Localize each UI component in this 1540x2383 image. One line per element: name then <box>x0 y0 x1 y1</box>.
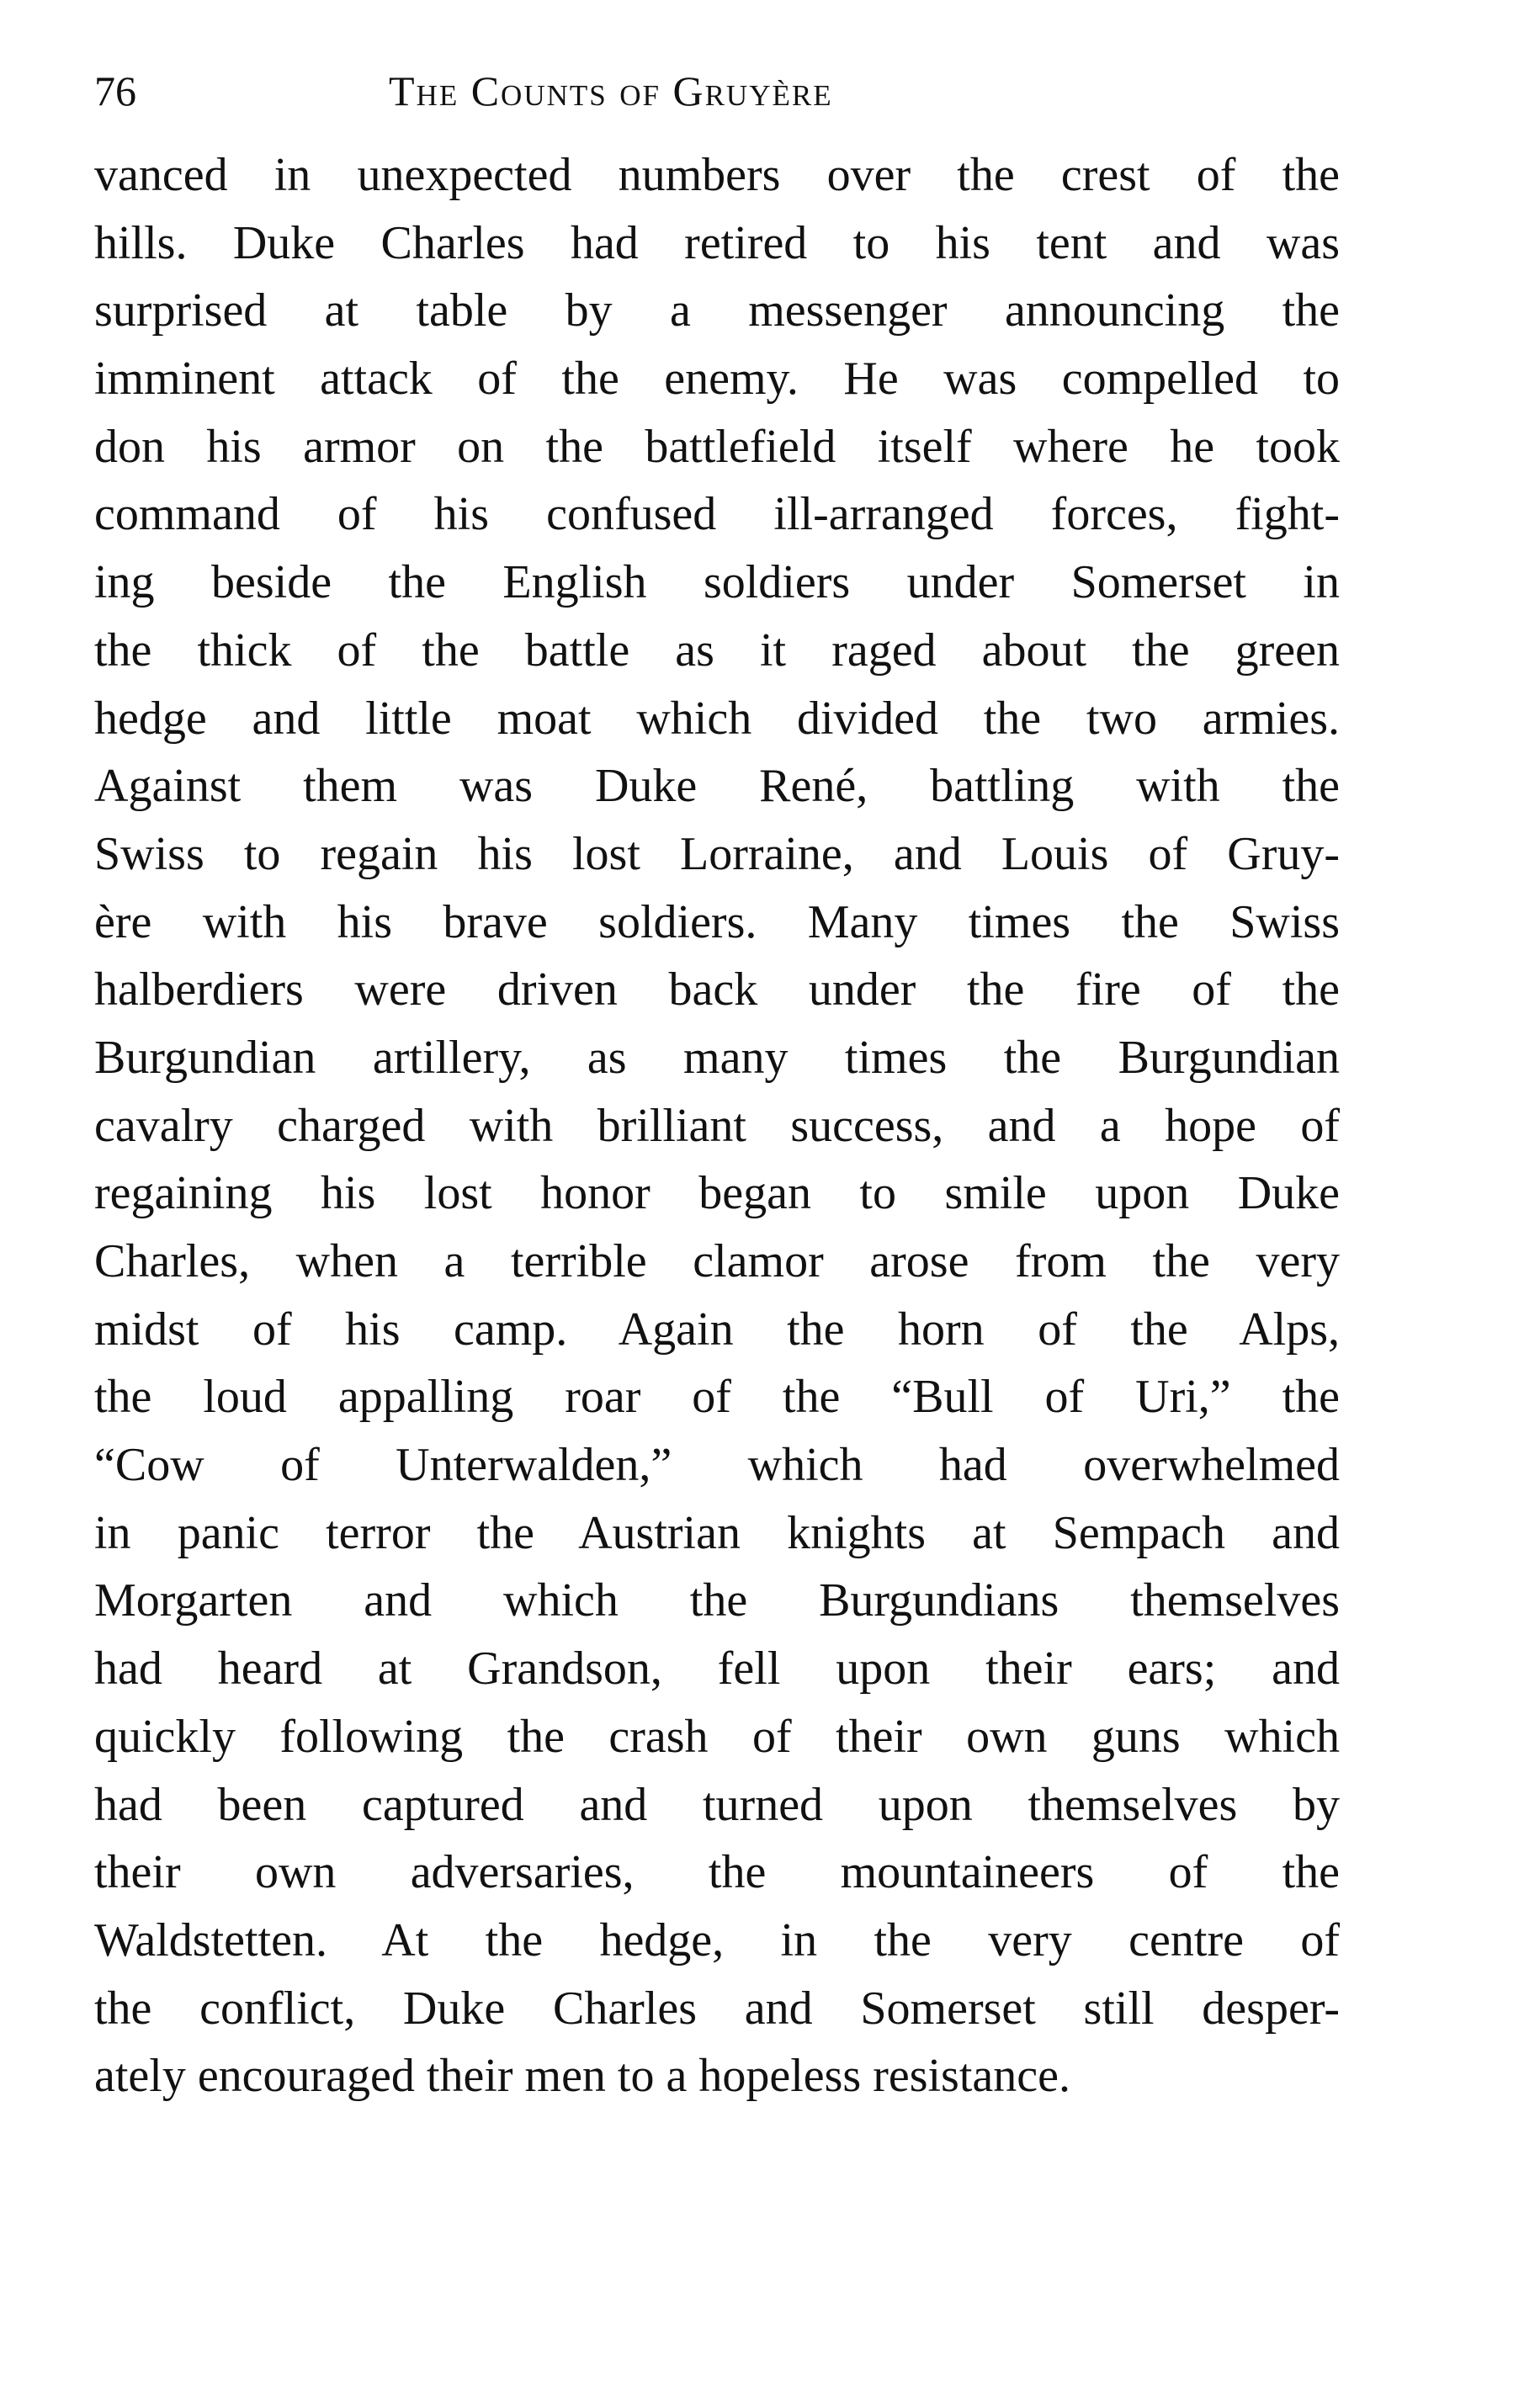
text-line: vanced in unexpected numbers over the crest of the <box>94 149 1340 201</box>
text-line: midst of his camp. Again the horn of the Alps, <box>94 1303 1340 1356</box>
text-line: had heard at Grandson, fell upon their ears; and <box>94 1643 1340 1696</box>
text-line: cavalry charged with brilliant success, and a hope of <box>94 1099 1340 1152</box>
body-text <box>94 141 1340 2110</box>
text-line: their own adversaries, the mountaineers of the <box>94 1846 1340 1899</box>
running-head <box>94 57 1340 125</box>
text-line: hills. Duke Charles had retired to his tent and was <box>94 216 1340 269</box>
text-line: Waldstetten. At the hedge, in the very centre of <box>94 1913 1340 1966</box>
page-number: 76 <box>94 67 136 114</box>
text-line: don his armor on the battlefield itself where he took <box>94 420 1340 473</box>
text-line: quickly following the crash of their own guns which <box>94 1710 1340 1763</box>
text-line: ère with his brave soldiers. Many times the Swiss <box>94 895 1340 948</box>
text-line: ately encouraged their men to a hopeless resistance. <box>94 2050 1070 2103</box>
text-line: Swiss to regain his lost Lorraine, and Louis of Gruy- <box>94 827 1340 880</box>
text-line: Against them was Duke René, battling with the <box>94 760 1340 813</box>
text-line: had been captured and turned upon themselves by <box>94 1778 1340 1831</box>
text-line: regaining his lost honor began to smile upon Duke <box>94 1167 1340 1220</box>
text-line: halberdiers were driven back under the fire of the <box>94 963 1340 1016</box>
text-line: in panic terror the Austrian knights at Sempach and <box>94 1506 1340 1559</box>
text-line: Charles, when a terrible clamor arose from the very <box>94 1235 1340 1287</box>
text-line: the thick of the battle as it raged about the green <box>94 624 1340 677</box>
text-line: hedge and little moat which divided the two armies. <box>94 692 1340 745</box>
text-line: Burgundian artillery, as many times the Burgundian <box>94 1031 1340 1084</box>
text-line: Morgarten and which the Burgundians themselves <box>94 1574 1340 1627</box>
text-line: command of his confused ill-arranged forces, fight- <box>94 488 1340 541</box>
text-line: surprised at table by a messenger announcing the <box>94 284 1340 337</box>
text-line: imminent attack of the enemy. He was compelled to <box>94 353 1340 406</box>
text-line: the conflict, Duke Charles and Somerset still desper- <box>94 1982 1340 2035</box>
text-line: “Cow of Unterwalden,” which had overwhelmed <box>94 1439 1340 1492</box>
text-line: the loud appalling roar of the “Bull of Uri,” the <box>94 1371 1340 1424</box>
text-line: ing beside the English soldiers under Somerset in <box>94 556 1340 609</box>
running-title: The Counts of Gruyère <box>389 67 833 114</box>
